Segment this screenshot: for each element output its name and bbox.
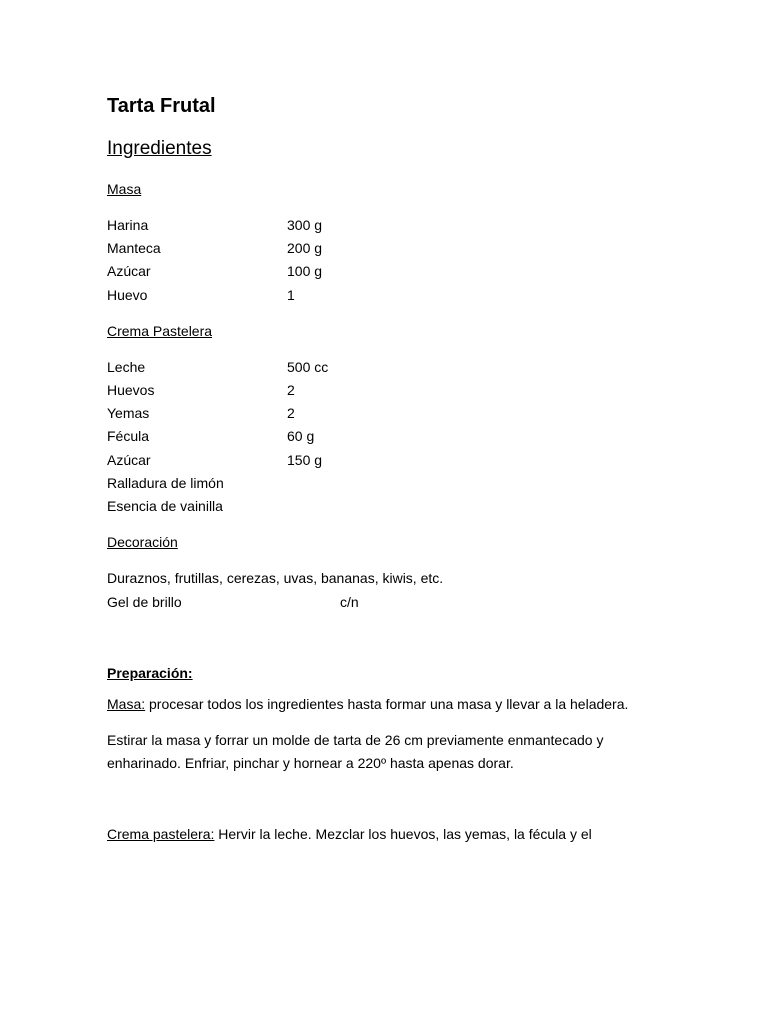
ingredient-row [107, 451, 667, 469]
ingredient-qty: 150 g [287, 452, 323, 468]
ingredient-qty: 100 g [287, 263, 323, 279]
ingredient-row [107, 239, 667, 257]
ingredient-name: Yemas [107, 405, 150, 421]
paragraph-line: Estirar la masa y forrar un molde de tarta de 26 cm previamente enmantecado y [107, 732, 604, 748]
estirar-paragraph [107, 729, 667, 775]
ingredient-name: Ralladura de limón [107, 475, 224, 491]
ingredient-name: Huevo [107, 287, 148, 303]
ingredient-qty: 200 g [287, 240, 323, 256]
ingredient-row [107, 593, 667, 611]
crema-step-label: Crema pastelera: [107, 826, 215, 842]
ingredient-row [107, 216, 667, 234]
ingredient-qty: 2 [287, 382, 295, 398]
decoracion-heading: Decoración [107, 534, 178, 550]
ingredient-name: Gel de brillo [107, 594, 182, 610]
ingredient-name: Azúcar [107, 263, 151, 279]
masa-step-label: Masa: [107, 696, 146, 712]
crema-heading: Crema Pastelera [107, 323, 213, 339]
ingredient-qty: 300 g [287, 217, 323, 233]
ingredient-qty: 500 cc [287, 359, 329, 375]
paragraph-line: enharinado. Enfriar, pinchar y hornear a 220º hasta apenas dorar. [107, 755, 514, 771]
ingredient-qty: 60 g [287, 428, 315, 444]
ingredient-row [107, 381, 667, 399]
recipe-title: Tarta Frutal [107, 95, 216, 117]
crema-instructions [107, 825, 592, 843]
ingredient-name: Manteca [107, 240, 161, 256]
decoration-fruits: Duraznos, frutillas, cerezas, uvas, bananas, kiwis, etc. [107, 570, 444, 586]
ingredient-qty: c/n [340, 594, 359, 610]
masa-step-text: procesar todos los ingredientes hasta formar una masa y llevar a la heladera. [145, 696, 629, 712]
ingredient-row [107, 497, 667, 515]
ingredient-row [107, 474, 667, 492]
ingredient-name: Huevos [107, 382, 155, 398]
crema-step-text: Hervir la leche. Mezclar los huevos, las yemas, la fécula y el [214, 826, 592, 842]
ingredient-name: Harina [107, 217, 149, 233]
ingredient-row [107, 427, 667, 445]
masa-heading: Masa [107, 181, 142, 197]
ingredient-qty: 1 [287, 287, 295, 303]
ingredient-qty: 2 [287, 405, 295, 421]
ingredient-name: Esencia de vainilla [107, 498, 223, 514]
ingredient-row [107, 404, 667, 422]
masa-instructions [107, 695, 628, 713]
ingredient-row [107, 358, 667, 376]
ingredient-row [107, 286, 667, 304]
ingredient-name: Leche [107, 359, 146, 375]
ingredient-row [107, 262, 667, 280]
ingredient-name: Fécula [107, 428, 150, 444]
ingredient-name: Azúcar [107, 452, 151, 468]
preparacion-heading: Preparación: [107, 665, 193, 681]
ingredients-heading: Ingredientes [107, 138, 212, 159]
